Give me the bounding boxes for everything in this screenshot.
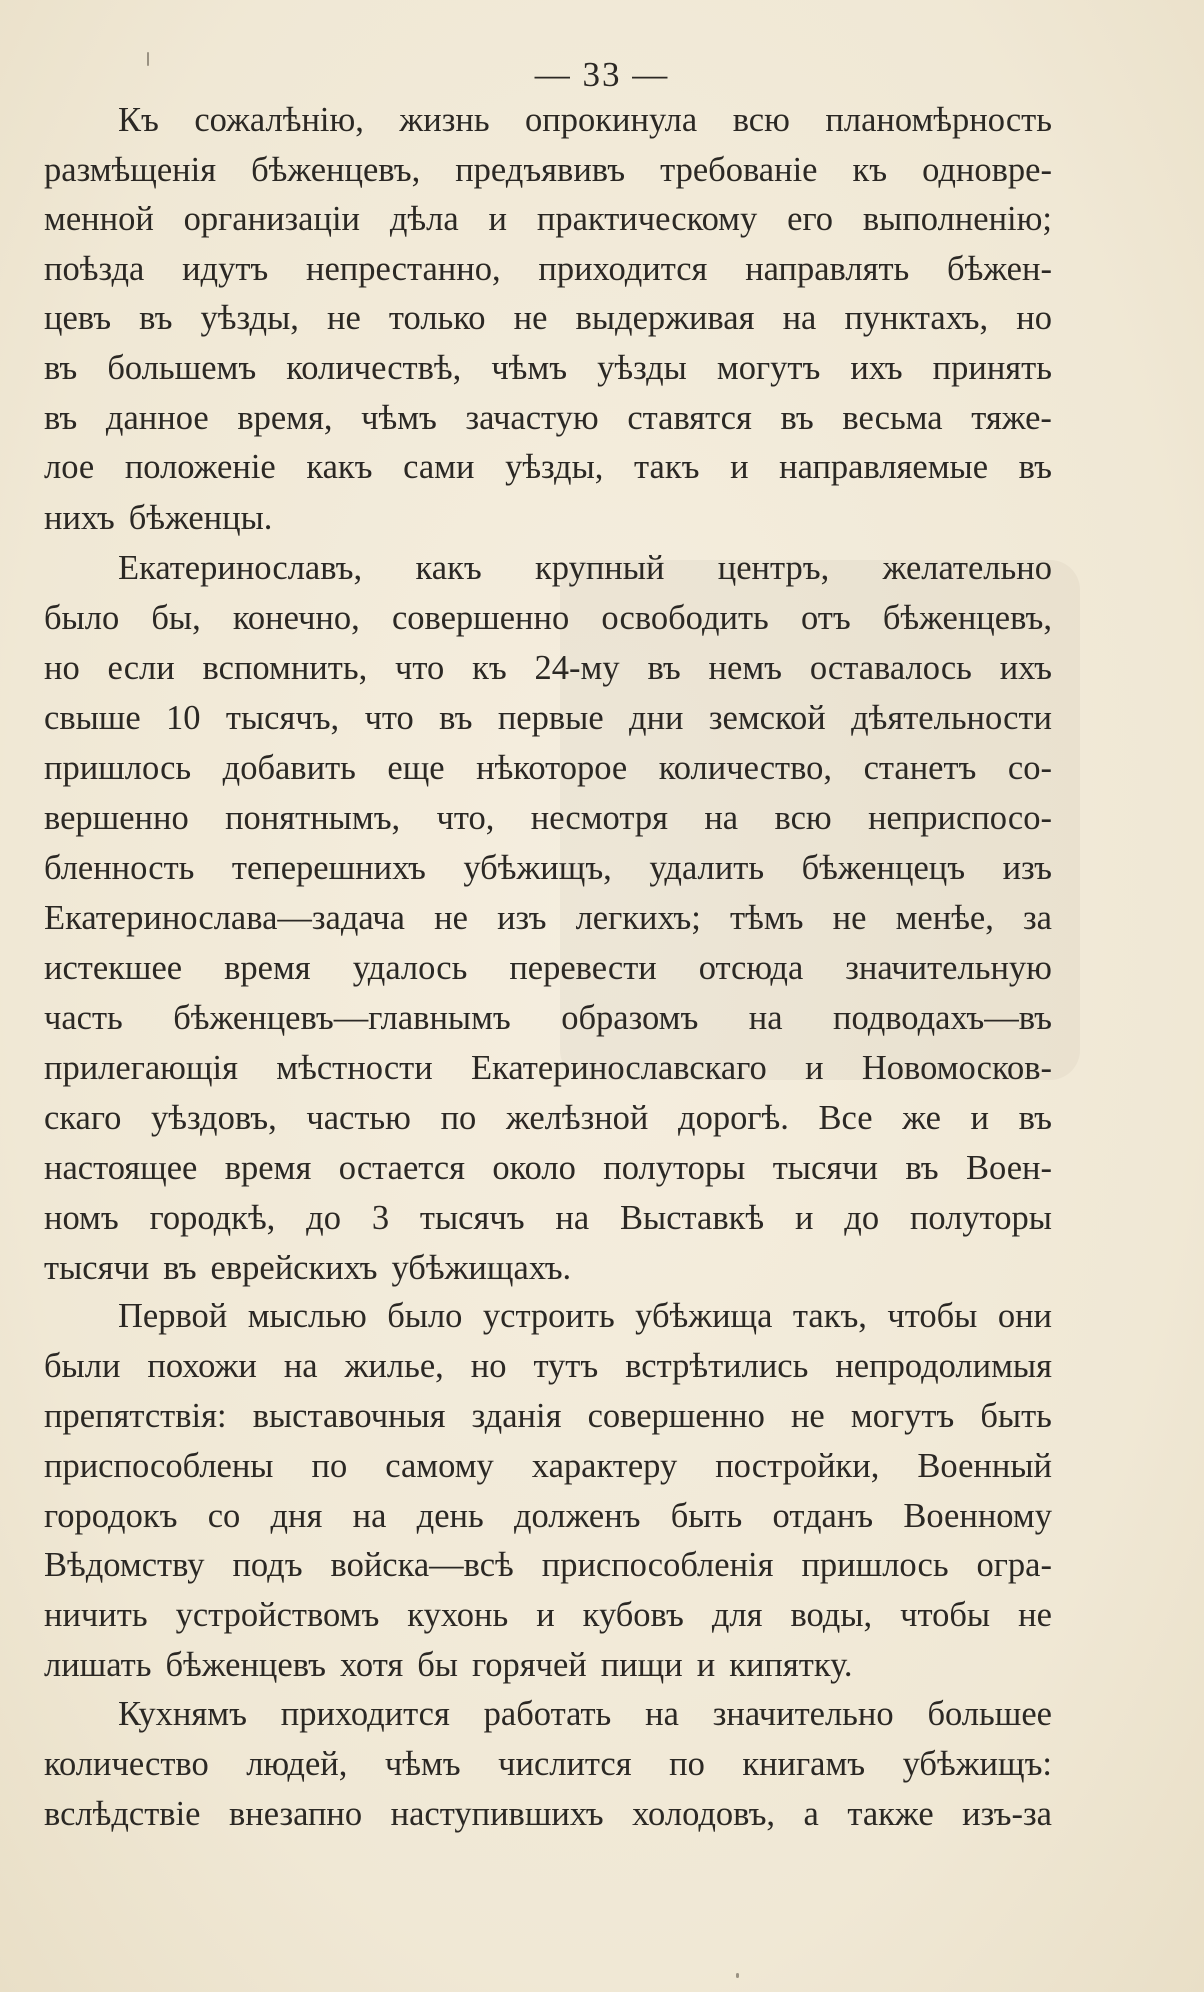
text-line: номъ городкѣ, до 3 тысячъ на Выставкѣ и до полуторы — [44, 1199, 1052, 1237]
text-line: свыше 10 тысячъ, что въ первые дни земской дѣятельности — [44, 699, 1052, 737]
text-line: Первой мыслью было устроить убѣжища такъ, чтобы они — [118, 1297, 1052, 1335]
text-line: Вѣдомству подъ войска—всѣ приспособленія пришлось огра- — [44, 1546, 1052, 1584]
text-line: нихъ бѣженцы. — [44, 499, 273, 537]
text-line: вершенно понятнымъ, что, несмотря на всю неприспосо- — [44, 799, 1052, 837]
text-line: были похожи на жилье, но тутъ встрѣтились непродолимыя — [44, 1347, 1052, 1385]
text-line: менной организаціи дѣла и практическому его выполненію; — [44, 200, 1052, 238]
text-line: скаго уѣздовъ, частью по желѣзной дорогѣ. Все же и въ — [44, 1099, 1052, 1137]
text-line: часть бѣженцевъ—главнымъ образомъ на подводахъ—въ — [44, 999, 1052, 1037]
text-line: размѣщенія бѣженцевъ, предъявивъ требованіе къ одновре- — [44, 151, 1052, 189]
text-line: Къ сожалѣнію, жизнь опрокинула всю планомѣрность — [118, 101, 1052, 139]
text-line: поѣзда идутъ непрестанно, приходится направлять бѣжен- — [44, 250, 1052, 288]
text-line: прилегающія мѣстности Екатеринославскаго и Новомосков- — [44, 1049, 1052, 1087]
text-line: Екатеринославъ, какъ крупный центръ, желательно — [118, 549, 1052, 587]
text-line: препятствія: выставочныя зданія совершенно не могутъ быть — [44, 1397, 1052, 1435]
text-line: Екатеринослава—задача не изъ легкихъ; тѣмъ не менѣе, за — [44, 899, 1052, 937]
text-line: въ большемъ количествѣ, чѣмъ уѣзды могутъ ихъ принять — [44, 349, 1052, 387]
text-line: тысячи въ еврейскихъ убѣжищахъ. — [44, 1249, 572, 1287]
text-line: настоящее время остается около полуторы тысячи въ Воен- — [44, 1149, 1052, 1187]
text-line: количество людей, чѣмъ числится по книгамъ убѣжищъ: — [44, 1745, 1052, 1783]
text-line: городокъ со дня на день долженъ быть отданъ Военному — [44, 1497, 1052, 1535]
text-line: лишать бѣженцевъ хотя бы горячей пищи и кипятку. — [44, 1646, 853, 1684]
text-line: лое положеніе какъ сами уѣзды, такъ и направляемые въ — [44, 448, 1052, 486]
text-line: истекшее время удалось перевести отсюда значительную — [44, 949, 1052, 987]
ink-speck — [147, 52, 149, 66]
text-line: Кухнямъ приходится работать на значительно большее — [118, 1695, 1052, 1733]
text-line: было бы, конечно, совершенно освободить отъ бѣженцевъ, — [44, 599, 1052, 637]
text-line: ничить устройствомъ кухонь и кубовъ для воды, чтобы не — [44, 1596, 1052, 1634]
text-line: въ данное время, чѣмъ зачастую ставятся въ весьма тяже- — [44, 399, 1052, 437]
ink-speck — [736, 1973, 739, 1978]
text-line: но если вспомнить, что къ 24-му въ немъ оставалось ихъ — [44, 649, 1052, 687]
text-line: цевъ въ уѣзды, не только не выдерживая на пунктахъ, но — [44, 299, 1052, 337]
text-line: пришлось добавить еще нѣкоторое количество, станетъ со- — [44, 749, 1052, 787]
page-number: — 33 — — [534, 55, 670, 94]
text-line: бленность теперешнихъ убѣжищъ, удалить бѣженцецъ изъ — [44, 849, 1052, 887]
text-line: приспособлены по самому характеру постройки, Военный — [44, 1447, 1052, 1485]
text-line: вслѣдствіе внезапно наступившихъ холодовъ, а также изъ-за — [44, 1795, 1052, 1833]
